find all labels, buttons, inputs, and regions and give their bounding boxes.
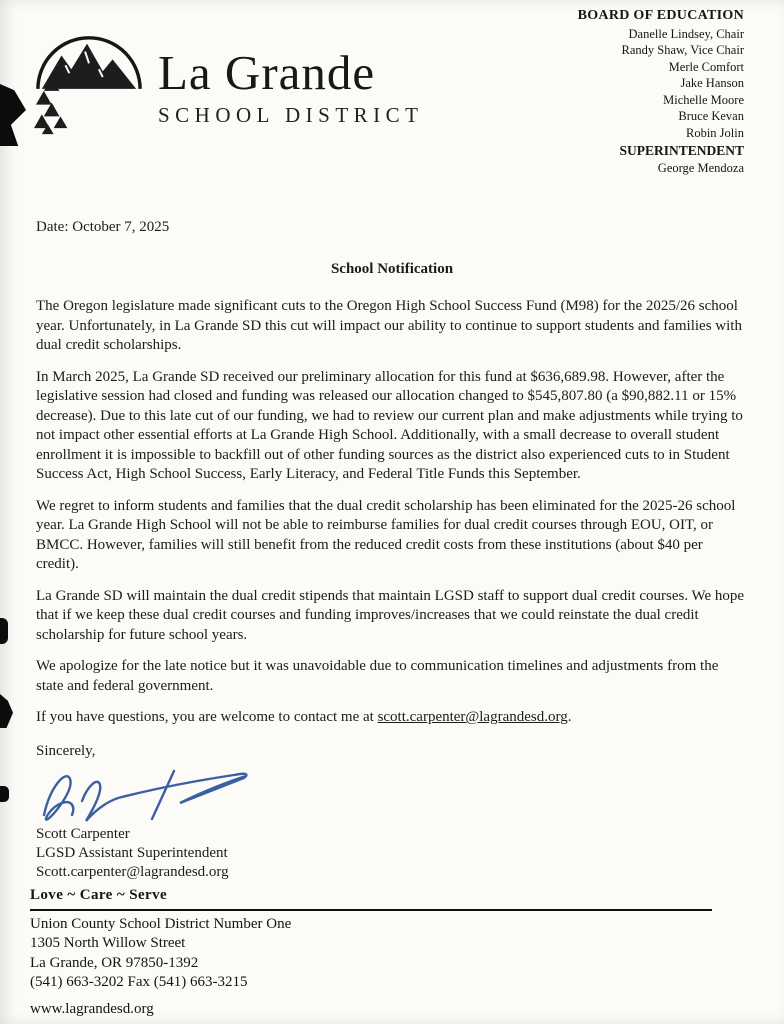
scan-artifact [0,786,9,802]
district-name [158,45,424,128]
board-member: Bruce Kevan [678,109,744,123]
board-member: Michelle Moore [663,92,744,107]
scan-artifact [0,694,13,728]
board-member: Merle Comfort [668,59,744,74]
contact-email: scott.carpenter@lagrandesd.org [377,709,568,725]
district-name-sub: SCHOOL DISTRICT [158,103,424,127]
paragraph: In March 2025, La Grande SD received our preliminary allocation for this fund at $636,689.98. However, after the legislative session had closed and funding was released our allocation changed to $545,807.80 (a $90,882.11 or 15% decrease). Due to this late cut of our funding, we had to review our current plan and make adjustments while trying to not impact other essential efforts at La Grande High School. Additionally, with a small decrease to overall student enrollment it is impossible to backfill out of other funding sources as the district also experienced cuts to in Student Success Act, High School Success, Early Literacy, and Federal Title Funds this September. [36,368,743,482]
paragraph: La Grande SD will maintain the dual credit stipends that maintain LGSD staff to support dual credit courses. We hope that if we keep these dual credit courses and funding improves/increases that we could reinstate the dual credit scholarship for future school years. [36,587,745,643]
letter-title: School Notification [330,260,454,277]
contact-suffix: . [567,709,572,725]
district-name-main: La Grande [158,45,376,100]
footer-website: www.lagrandesd.org [30,1000,154,1017]
board-member: Robin Jolin [686,125,744,140]
district-motto: Love ~ Care ~ Serve [30,886,712,911]
superintendent-name: George Mendoza [657,160,744,175]
board-member: Randy Shaw, Vice Chair [621,43,744,57]
letter-footer [30,886,740,1019]
signer-title: LGSD Assistant Superintendent [36,845,228,861]
mountain-logo-icon [28,26,150,138]
signer-name: Scott Carpenter [36,826,130,842]
board-member: Danelle Lindsey, Chair [628,26,744,41]
closing: Sincerely, [36,742,96,759]
scan-artifact [0,618,8,644]
district-logo [28,26,423,138]
superintendent-title: SUPERINTENDENT [619,143,744,158]
letter-body [36,218,748,882]
paragraph: We regret to inform students and families that the dual credit scholarship has been eliminated for the 2025-26 school year. La Grande High School will not be able to reimburse families for dual credit courses through EOU, OIT, or BMCC. However, families will still benefit from the reduced credit costs from these institutions (about $40 per credit). [36,497,736,572]
board-member: Jake Hanson [680,76,744,90]
contact-prefix: If you have questions, you are welcome to contact me at [36,709,378,725]
paragraph: We apologize for the late notice but it was unavoidable due to communication timelines and adjustments from the state and federal government. [36,658,719,694]
board-of-education-block [578,8,744,176]
contact-line [36,708,748,728]
footer-line: Union County School District Number One [30,915,292,932]
board-title: BOARD OF EDUCATION [577,8,744,23]
footer-line: La Grande, OR 97850-1392 [30,954,199,971]
date-line: Date: October 7, 2025 [36,219,170,235]
signer-email: Scott.carpenter@lagrandesd.org [36,864,229,880]
footer-line: 1305 North Willow Street [30,935,186,951]
scan-artifact [0,84,26,146]
signature-block [36,825,748,882]
paragraph: The Oregon legislature made significant cuts to the Oregon High School Success Fund (M98) for the 2025/26 school year. Unfortunately, in La Grande SD this cut will impact our ability to continue to support students and families with dual credit scholarships. [36,298,742,353]
footer-line: (541) 663-3202 Fax (541) 663-3215 [30,974,248,990]
